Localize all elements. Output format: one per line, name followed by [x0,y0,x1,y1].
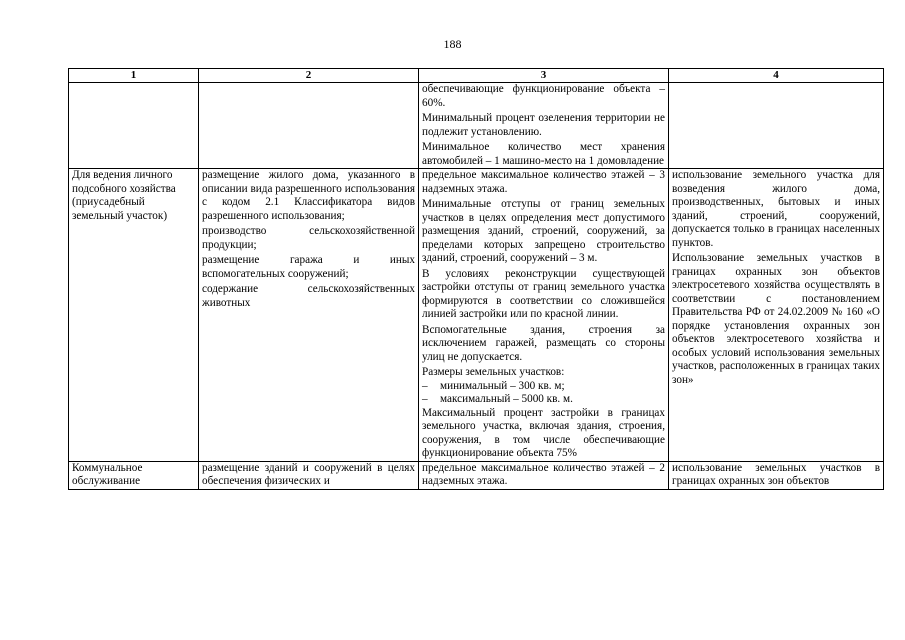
paragraph: предельное максимальное количество этажей – 2 надземных этажа. [422,461,665,487]
paragraph: В условиях реконструкции существующей застройки отступы от границ земельного участка формируются в соответствии со сложившейся линией застройки или по красной линии. [422,267,665,320]
list-item: – минимальный – 300 кв. м; [422,379,565,392]
paragraph: Вспомогательные здания, строения за исключением гаражей, размещать со стороны улиц не допускается. [422,323,665,363]
cell-parameters [419,83,669,169]
list-item-text: максимальный – 5000 кв. м. [440,393,573,405]
cell-land-use-type [69,169,199,462]
paragraph: обеспечивающие функционирование объекта – 60%. [422,83,665,109]
cell-parameters [419,461,669,489]
paragraph: Использование земельных участков в границах охранных зон объектов электросетевого хозяйства осуществлять в соответствии с постановлением Правительства РФ от 24.02.2009 № 160 «О порядке установления охранных зон объектов электросетевого хозяйства и особых условий использования земельных участков, расположенных в границах таких зон» [672,252,880,386]
column-header-3: 3 [419,69,669,83]
paragraph: производство сельскохозяйственной продукции; [202,225,415,251]
cell-empty [69,83,199,169]
list-item-text: минимальный – 300 кв. м; [440,379,565,392]
cell-parameters [419,169,669,462]
paragraph: размещение зданий и сооружений в целях обеспечения физических и [202,461,415,487]
cell-land-use-type [69,461,199,489]
paragraph: использование земельного участка для возведения жилого дома, производственных, бытовых и иных зданий, строений, сооружений, допускается только в границах населенных пунктов. [672,169,880,249]
paragraph: Минимальный процент озеленения территории не подлежит установлению. [422,112,665,138]
paragraph: использование земельных участков в границах охранных зон объектов [672,461,880,487]
land-use-type-text: Для ведения личного подсобного хозяйства (приусадебный земельный участок) [72,169,176,222]
column-header-4: 4 [669,69,884,83]
cell-empty [199,83,419,169]
regulations-table [68,68,884,490]
paragraph: Максимальный процент застройки в границах земельного участка, включая здания, строения, сооружения, в том числе обеспечивающие функционирование объекта 75% [422,406,665,459]
table-row-continuation [69,83,884,169]
land-use-type-text: Коммунальное обслуживание [72,461,143,487]
paragraph: Размеры земельных участков: [422,366,565,378]
cell-permitted-use [199,461,419,489]
cell-permitted-use [199,169,419,462]
cell-restrictions [669,169,884,462]
paragraph: Минимальное количество мест хранения автомобилей – 1 машино-место на 1 домовладение [422,141,665,167]
paragraph: содержание сельскохозяйственных животных [202,283,415,309]
cell-empty [669,83,884,169]
paragraph: предельное максимальное количество этажей – 3 надземных этажа. [422,169,665,195]
table-row-personal-farm [69,169,884,462]
column-header-1: 1 [69,69,199,83]
paragraph: размещение жилого дома, указанного в описании вида разрешенного использования с кодом 2.1 Классификатора видов разрешенного использования; [202,169,415,222]
page-number: 188 [443,37,462,51]
table-row-communal [69,461,884,489]
paragraph: Минимальные отступы от границ земельных участков в целях определения мест допустимого размещения зданий, строений, сооружений, за пределами которых запрещено строительство зданий, строений, сооружений – 3 м. [422,198,665,264]
list-item: – максимальный – 5000 кв. м. [422,393,573,405]
paragraph: размещение гаража и иных вспомогательных сооружений; [202,254,415,280]
table-header-row [69,69,884,83]
cell-restrictions [669,461,884,489]
column-header-2: 2 [199,69,419,83]
